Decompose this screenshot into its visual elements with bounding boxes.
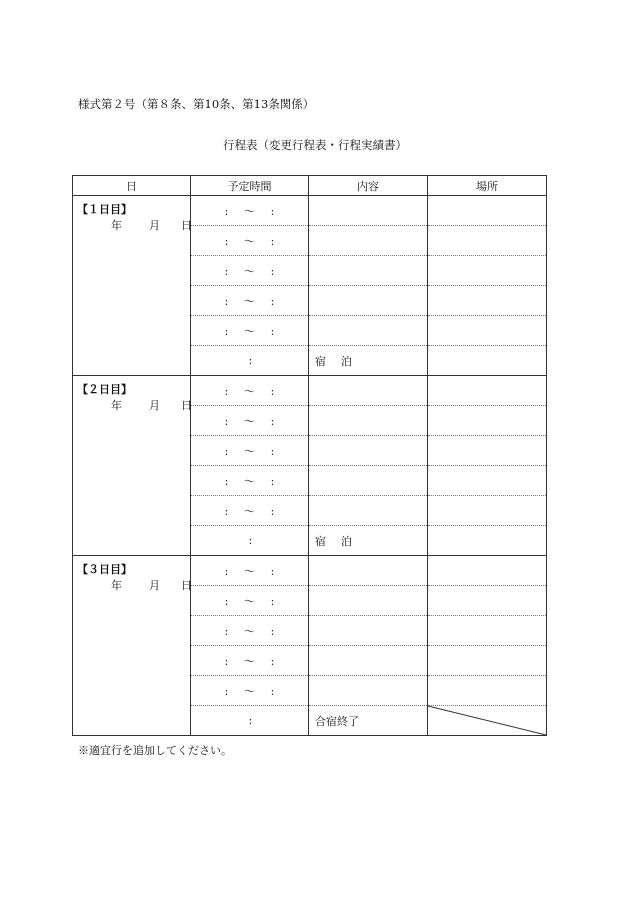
time-colon: :: [224, 264, 229, 278]
content-cell: [309, 706, 428, 736]
time-colon: :: [224, 204, 229, 218]
time-tilde: 〜: [244, 324, 255, 338]
time-colon: :: [224, 624, 229, 638]
time-tilde: 〜: [244, 654, 255, 668]
time-colon: :: [270, 384, 275, 398]
date-year: 年: [111, 579, 122, 592]
time-cell: [191, 196, 309, 226]
time-colon: :: [270, 234, 275, 248]
time-cell: [191, 706, 309, 736]
content-cell: [309, 286, 428, 316]
time-colon: :: [224, 324, 229, 338]
time-tilde: 〜: [244, 564, 255, 578]
content-cell: [309, 466, 428, 496]
time-cell: [191, 436, 309, 466]
time-colon: :: [270, 684, 275, 698]
date-day: 日: [181, 579, 192, 592]
time-tilde: 〜: [244, 624, 255, 638]
day-cell: [73, 556, 191, 736]
form-number: 様式第２号（第８条、第10条、第13条関係）: [78, 97, 315, 111]
date-month: 月: [149, 579, 160, 592]
time-tilde: 〜: [244, 234, 255, 248]
time-colon: :: [270, 594, 275, 608]
header-place: 場所: [428, 176, 547, 196]
day-cell: [73, 196, 191, 376]
place-cell: [428, 226, 547, 256]
place-cell: [428, 436, 547, 466]
time-cell: [191, 406, 309, 436]
table-row: [73, 196, 547, 226]
content-cell: [309, 526, 428, 556]
time-cell: [191, 226, 309, 256]
diagonal-line: [428, 706, 546, 735]
time-colon: :: [224, 684, 229, 698]
place-cell: [428, 496, 547, 526]
day-date: [111, 577, 192, 593]
document-title: 行程表（変更行程表・行程実績書）: [223, 138, 407, 152]
time-range: [222, 293, 278, 309]
date-year: 年: [111, 399, 122, 412]
place-cell: [428, 526, 547, 556]
content-text: [315, 355, 352, 368]
time-colon: :: [270, 474, 275, 488]
time-cell: [191, 556, 309, 586]
content-cell: [309, 676, 428, 706]
time-cell: [191, 616, 309, 646]
place-cell: [428, 406, 547, 436]
table-row: [73, 376, 547, 406]
time-tilde: 〜: [244, 414, 255, 428]
content-cell: [309, 436, 428, 466]
time-range: [222, 683, 278, 699]
time-range: [222, 563, 278, 579]
content-cell: [309, 646, 428, 676]
content-cell: [309, 586, 428, 616]
content-char: 泊: [341, 354, 352, 368]
content-text: 合宿終了: [315, 714, 359, 728]
day-date: [111, 217, 192, 233]
time-colon: :: [224, 564, 229, 578]
time-cell: [191, 496, 309, 526]
time-range: [222, 323, 278, 339]
content-char: 宿: [315, 354, 326, 368]
time-colon: :: [224, 474, 229, 488]
time-range: [222, 233, 278, 249]
date-month: 月: [149, 399, 160, 412]
content-cell: [309, 616, 428, 646]
date-day: 日: [181, 219, 192, 232]
date-day: 日: [181, 399, 192, 412]
time-colon: :: [270, 204, 275, 218]
content-cell: [309, 316, 428, 346]
day-label: 【２日目】: [77, 383, 132, 396]
content-cell: [309, 226, 428, 256]
place-cell: [428, 556, 547, 586]
place-cell: [428, 256, 547, 286]
time-colon: :: [270, 624, 275, 638]
time-range: [246, 354, 256, 367]
time-cell: [191, 646, 309, 676]
time-colon: :: [270, 414, 275, 428]
time-colon: :: [248, 534, 253, 547]
time-range: [222, 263, 278, 279]
time-cell: [191, 376, 309, 406]
time-colon: :: [270, 294, 275, 308]
time-tilde: 〜: [244, 264, 255, 278]
time-range: [246, 714, 256, 727]
time-cell: [191, 346, 309, 376]
time-tilde: 〜: [244, 474, 255, 488]
time-range: [222, 383, 278, 399]
place-cell: [428, 196, 547, 226]
content-cell: [309, 406, 428, 436]
time-colon: :: [224, 594, 229, 608]
time-range: [222, 473, 278, 489]
time-tilde: 〜: [244, 684, 255, 698]
time-colon: :: [270, 264, 275, 278]
time-colon: :: [224, 294, 229, 308]
place-cell: [428, 286, 547, 316]
place-cell: [428, 586, 547, 616]
content-cell: [309, 376, 428, 406]
time-colon: :: [224, 384, 229, 398]
time-range: [246, 534, 256, 547]
time-colon: :: [248, 714, 253, 727]
time-range: [222, 503, 278, 519]
place-cell: [428, 316, 547, 346]
table-row: [73, 556, 547, 586]
day-date: [111, 397, 192, 413]
content-cell: [309, 496, 428, 526]
time-cell: [191, 676, 309, 706]
day-label: 【３日目】: [77, 563, 132, 576]
time-cell: [191, 466, 309, 496]
day-label: 【１日目】: [77, 203, 132, 216]
place-cell: [428, 646, 547, 676]
day-cell: [73, 376, 191, 556]
time-tilde: 〜: [244, 504, 255, 518]
content-cell: [309, 556, 428, 586]
time-cell: [191, 286, 309, 316]
content-cell: [309, 196, 428, 226]
time-tilde: 〜: [244, 594, 255, 608]
header-row: [73, 176, 547, 196]
schedule-body: [73, 196, 547, 736]
header-content: 内容: [309, 176, 428, 196]
time-colon: :: [224, 444, 229, 458]
place-cell: [428, 346, 547, 376]
time-colon: :: [270, 324, 275, 338]
time-cell: [191, 586, 309, 616]
time-colon: :: [270, 654, 275, 668]
content-char: 宿: [315, 534, 326, 548]
time-tilde: 〜: [244, 384, 255, 398]
content-char: 泊: [341, 534, 352, 548]
place-cell: [428, 676, 547, 706]
content-cell: [309, 346, 428, 376]
time-cell: [191, 316, 309, 346]
time-range: [222, 593, 278, 609]
content-cell: [309, 256, 428, 286]
date-year: 年: [111, 219, 122, 232]
place-cell: [428, 376, 547, 406]
time-colon: :: [270, 564, 275, 578]
place-cell: [428, 466, 547, 496]
time-colon: :: [224, 504, 229, 518]
time-range: [222, 623, 278, 639]
header-time: 予定時間: [191, 176, 309, 196]
time-tilde: 〜: [244, 444, 255, 458]
time-tilde: 〜: [244, 294, 255, 308]
time-colon: :: [224, 414, 229, 428]
time-range: [222, 653, 278, 669]
time-range: [222, 203, 278, 219]
time-range: [222, 443, 278, 459]
place-cell: [428, 616, 547, 646]
time-range: [222, 413, 278, 429]
time-colon: :: [248, 354, 253, 367]
time-colon: :: [224, 654, 229, 668]
footnote: ※適宜行を追加してください。: [78, 744, 232, 757]
date-month: 月: [149, 219, 160, 232]
itinerary-table: [72, 175, 547, 736]
time-colon: :: [270, 444, 275, 458]
content-text: [315, 535, 352, 548]
time-colon: :: [224, 234, 229, 248]
place-cell: [428, 706, 547, 736]
time-cell: [191, 526, 309, 556]
time-tilde: 〜: [244, 204, 255, 218]
time-cell: [191, 256, 309, 286]
time-colon: :: [270, 504, 275, 518]
header-day: 日: [73, 176, 191, 196]
